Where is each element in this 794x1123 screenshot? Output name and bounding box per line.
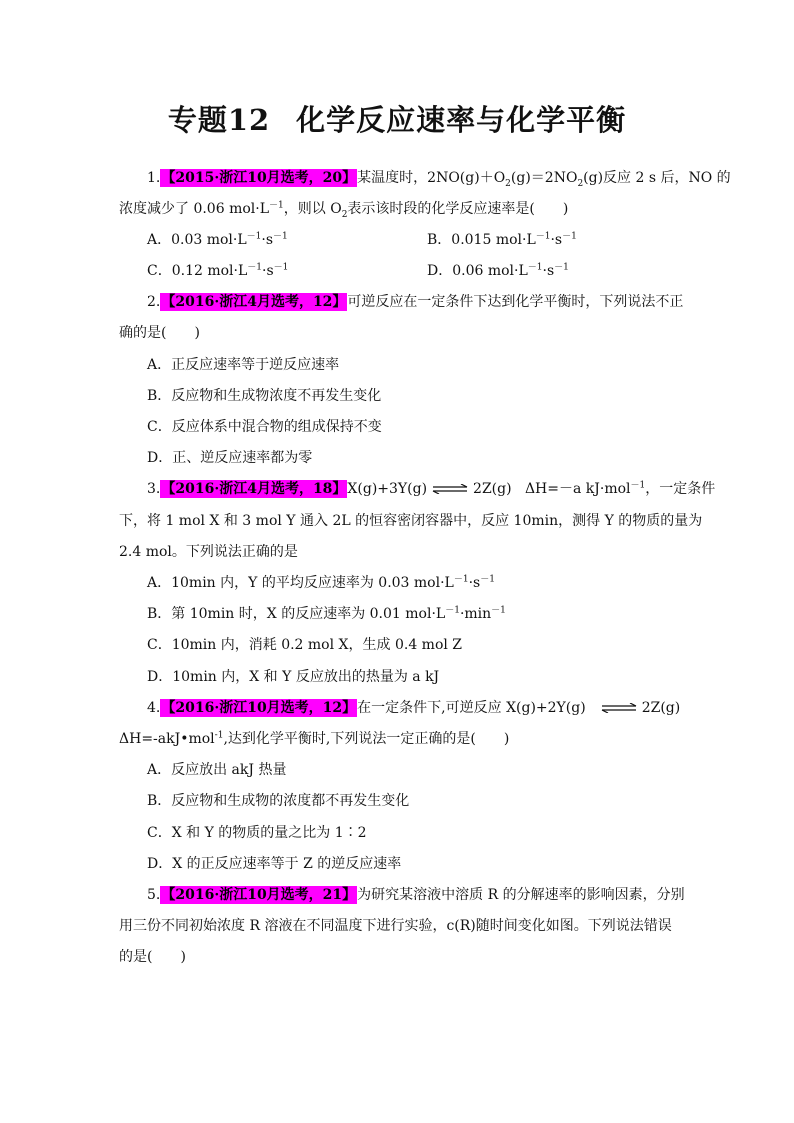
q2-line1 <box>147 292 683 312</box>
q3-line2: 下，将 1 mol X 和 3 mol Y 通入 2L 的恒容密闭容器中，反应 10min，测得 Y 的物质的量为 <box>119 513 703 529</box>
q1-opt-text: A．0.03 mol·L <box>147 232 247 248</box>
q1-option-c <box>147 261 288 281</box>
q4-option-b: B．反应物和生成物的浓度都不再发生变化 <box>147 793 410 809</box>
q3-text: ，一定条件 <box>645 481 716 497</box>
q3-source-tag: 【2016·浙江4月选考，18】 <box>161 481 347 497</box>
unit: ·s <box>262 263 274 279</box>
q4-option-c: C．X 和 Y 的物质的量之比为 1∶2 <box>147 825 367 841</box>
q4-number: 4. <box>147 700 161 716</box>
unit: ·s <box>550 232 563 248</box>
sup: －1 <box>527 262 543 273</box>
q2-line2: 确的是( ) <box>119 325 200 341</box>
q1-option-d <box>427 261 569 281</box>
q5-source-tag: 【2016·浙江10月选考，21】 <box>161 887 357 903</box>
q1-line1 <box>147 168 731 188</box>
unit: ·s <box>542 263 555 279</box>
sup: －1 <box>554 262 569 273</box>
q3-option-c: C．10min 内，消耗 0.2 mol X，生成 0.4 mol Z <box>147 637 463 653</box>
unit: ·min <box>459 606 492 622</box>
q4-text: ΔH=-akJ•mol <box>119 731 215 747</box>
q1-sub: 2 <box>505 178 511 189</box>
q5-line2: 用三份不同初始浓度 R 溶液在不同温度下进行实验，c(R)随时间变化如图。下列说法错误 <box>119 918 672 934</box>
q1-text: (g)反应 2 s 后，NO 的 <box>583 170 731 186</box>
q5-line3: 的是( ) <box>119 949 186 965</box>
q3-line3: 2.4 mol。下列说法正确的是 <box>119 544 298 560</box>
title-topic-number: 专题12 <box>167 103 271 137</box>
sup: －1 <box>562 231 577 242</box>
q1-opt-text: B．0.015 mol·L <box>427 232 536 248</box>
sup: －1 <box>630 480 646 491</box>
sup: －1 <box>491 605 506 616</box>
title-topic-name: 化学反应速率与化学平衡 <box>296 103 627 137</box>
q2-option-b: B．反应物和生成物浓度不再发生变化 <box>147 388 382 404</box>
sup: －1 <box>273 262 289 273</box>
q3-line1 <box>147 479 715 499</box>
q2-text: 可逆反应在一定条件下达到化学平衡时，下列说法不正 <box>347 294 684 310</box>
sup: －1 <box>480 574 495 585</box>
sup: －1 <box>273 231 288 242</box>
q1-opt-text: D．0.06 mol·L <box>427 263 528 279</box>
q1-number: 1. <box>147 170 161 186</box>
unit: ·s <box>261 232 274 248</box>
equilibrium-arrow-icon <box>431 484 469 494</box>
q1-text: ，则以 O <box>283 201 342 217</box>
q1-line2 <box>119 199 568 219</box>
q4-option-d: D．X 的正反应速率等于 Z 的逆反应速率 <box>147 856 402 872</box>
sup: －1 <box>246 231 262 242</box>
sup: －1 <box>445 605 460 616</box>
q1-sup: －1 <box>269 200 284 211</box>
q3-option-b <box>147 604 506 624</box>
sup: －1 <box>247 262 262 273</box>
q1-sub: 2 <box>341 209 348 220</box>
q5-text: 为研究某溶液中溶质 R 的分解速率的影响因素，分别 <box>357 887 685 903</box>
q4-source-tag: 【2016·浙江10月选考，12】 <box>161 700 357 716</box>
q1-source-tag: 【2015·浙江10月选考，20】 <box>161 170 357 186</box>
q4-text: 在一定条件下,可逆反应 X(g)+2Y(g) <box>357 700 586 716</box>
q1-text: 浓度减少了 0.06 mol·L <box>119 201 270 217</box>
equilibrium-arrow-icon <box>600 703 638 713</box>
unit: ·s <box>468 575 481 591</box>
q2-source-tag: 【2016·浙江4月选考，12】 <box>161 294 347 310</box>
sup: -1 <box>214 730 224 741</box>
q5-number: 5. <box>147 887 161 903</box>
q4-line1 <box>147 698 680 718</box>
q3-option-a <box>147 573 495 593</box>
q3-opt-text: B．第 10min 时，X 的反应速率为 0.01 mol·L <box>147 606 446 622</box>
q1-option-b <box>427 230 577 250</box>
q2-option-c: C．反应体系中混合物的组成保持不变 <box>147 419 382 435</box>
q2-option-a: A．正反应速率等于逆反应速率 <box>147 357 340 373</box>
q3-number: 3. <box>147 481 161 497</box>
q4-text: ,达到化学平衡时,下列说法一定正确的是( ) <box>223 731 510 747</box>
q3-eq-right: 2Z(g) <box>473 481 512 497</box>
q3-eq-dh: ΔH=－a kJ·mol <box>524 481 631 497</box>
q2-option-d: D．正、逆反应速率都为零 <box>147 450 313 466</box>
q3-option-d: D．10min 内，X 和 Y 反应放出的热量为 a kJ <box>147 669 440 685</box>
q1-text: 某温度时，2NO(g)＋O <box>357 170 506 186</box>
q3-opt-text: A．10min 内，Y 的平均反应速率为 0.03 mol·L <box>147 575 454 591</box>
q1-text: (g)＝2NO <box>510 170 578 186</box>
q2-number: 2. <box>147 294 161 310</box>
q4-line2 <box>119 729 509 749</box>
q4-eq-right: 2Z(g) <box>641 700 681 716</box>
q1-option-a <box>147 230 288 250</box>
q1-sub: 2 <box>577 178 584 189</box>
page-title <box>0 98 794 139</box>
sup: －1 <box>453 574 469 585</box>
q4-option-a: A．反应放出 akJ 热量 <box>147 762 287 778</box>
q1-text: 表示该时段的化学反应速率是( ) <box>347 201 569 217</box>
q1-opt-text: C．0.12 mol·L <box>147 263 248 279</box>
sup: －1 <box>535 231 551 242</box>
q3-eq-left: X(g)+3Y(g) <box>347 481 428 497</box>
q5-line1 <box>147 885 685 905</box>
